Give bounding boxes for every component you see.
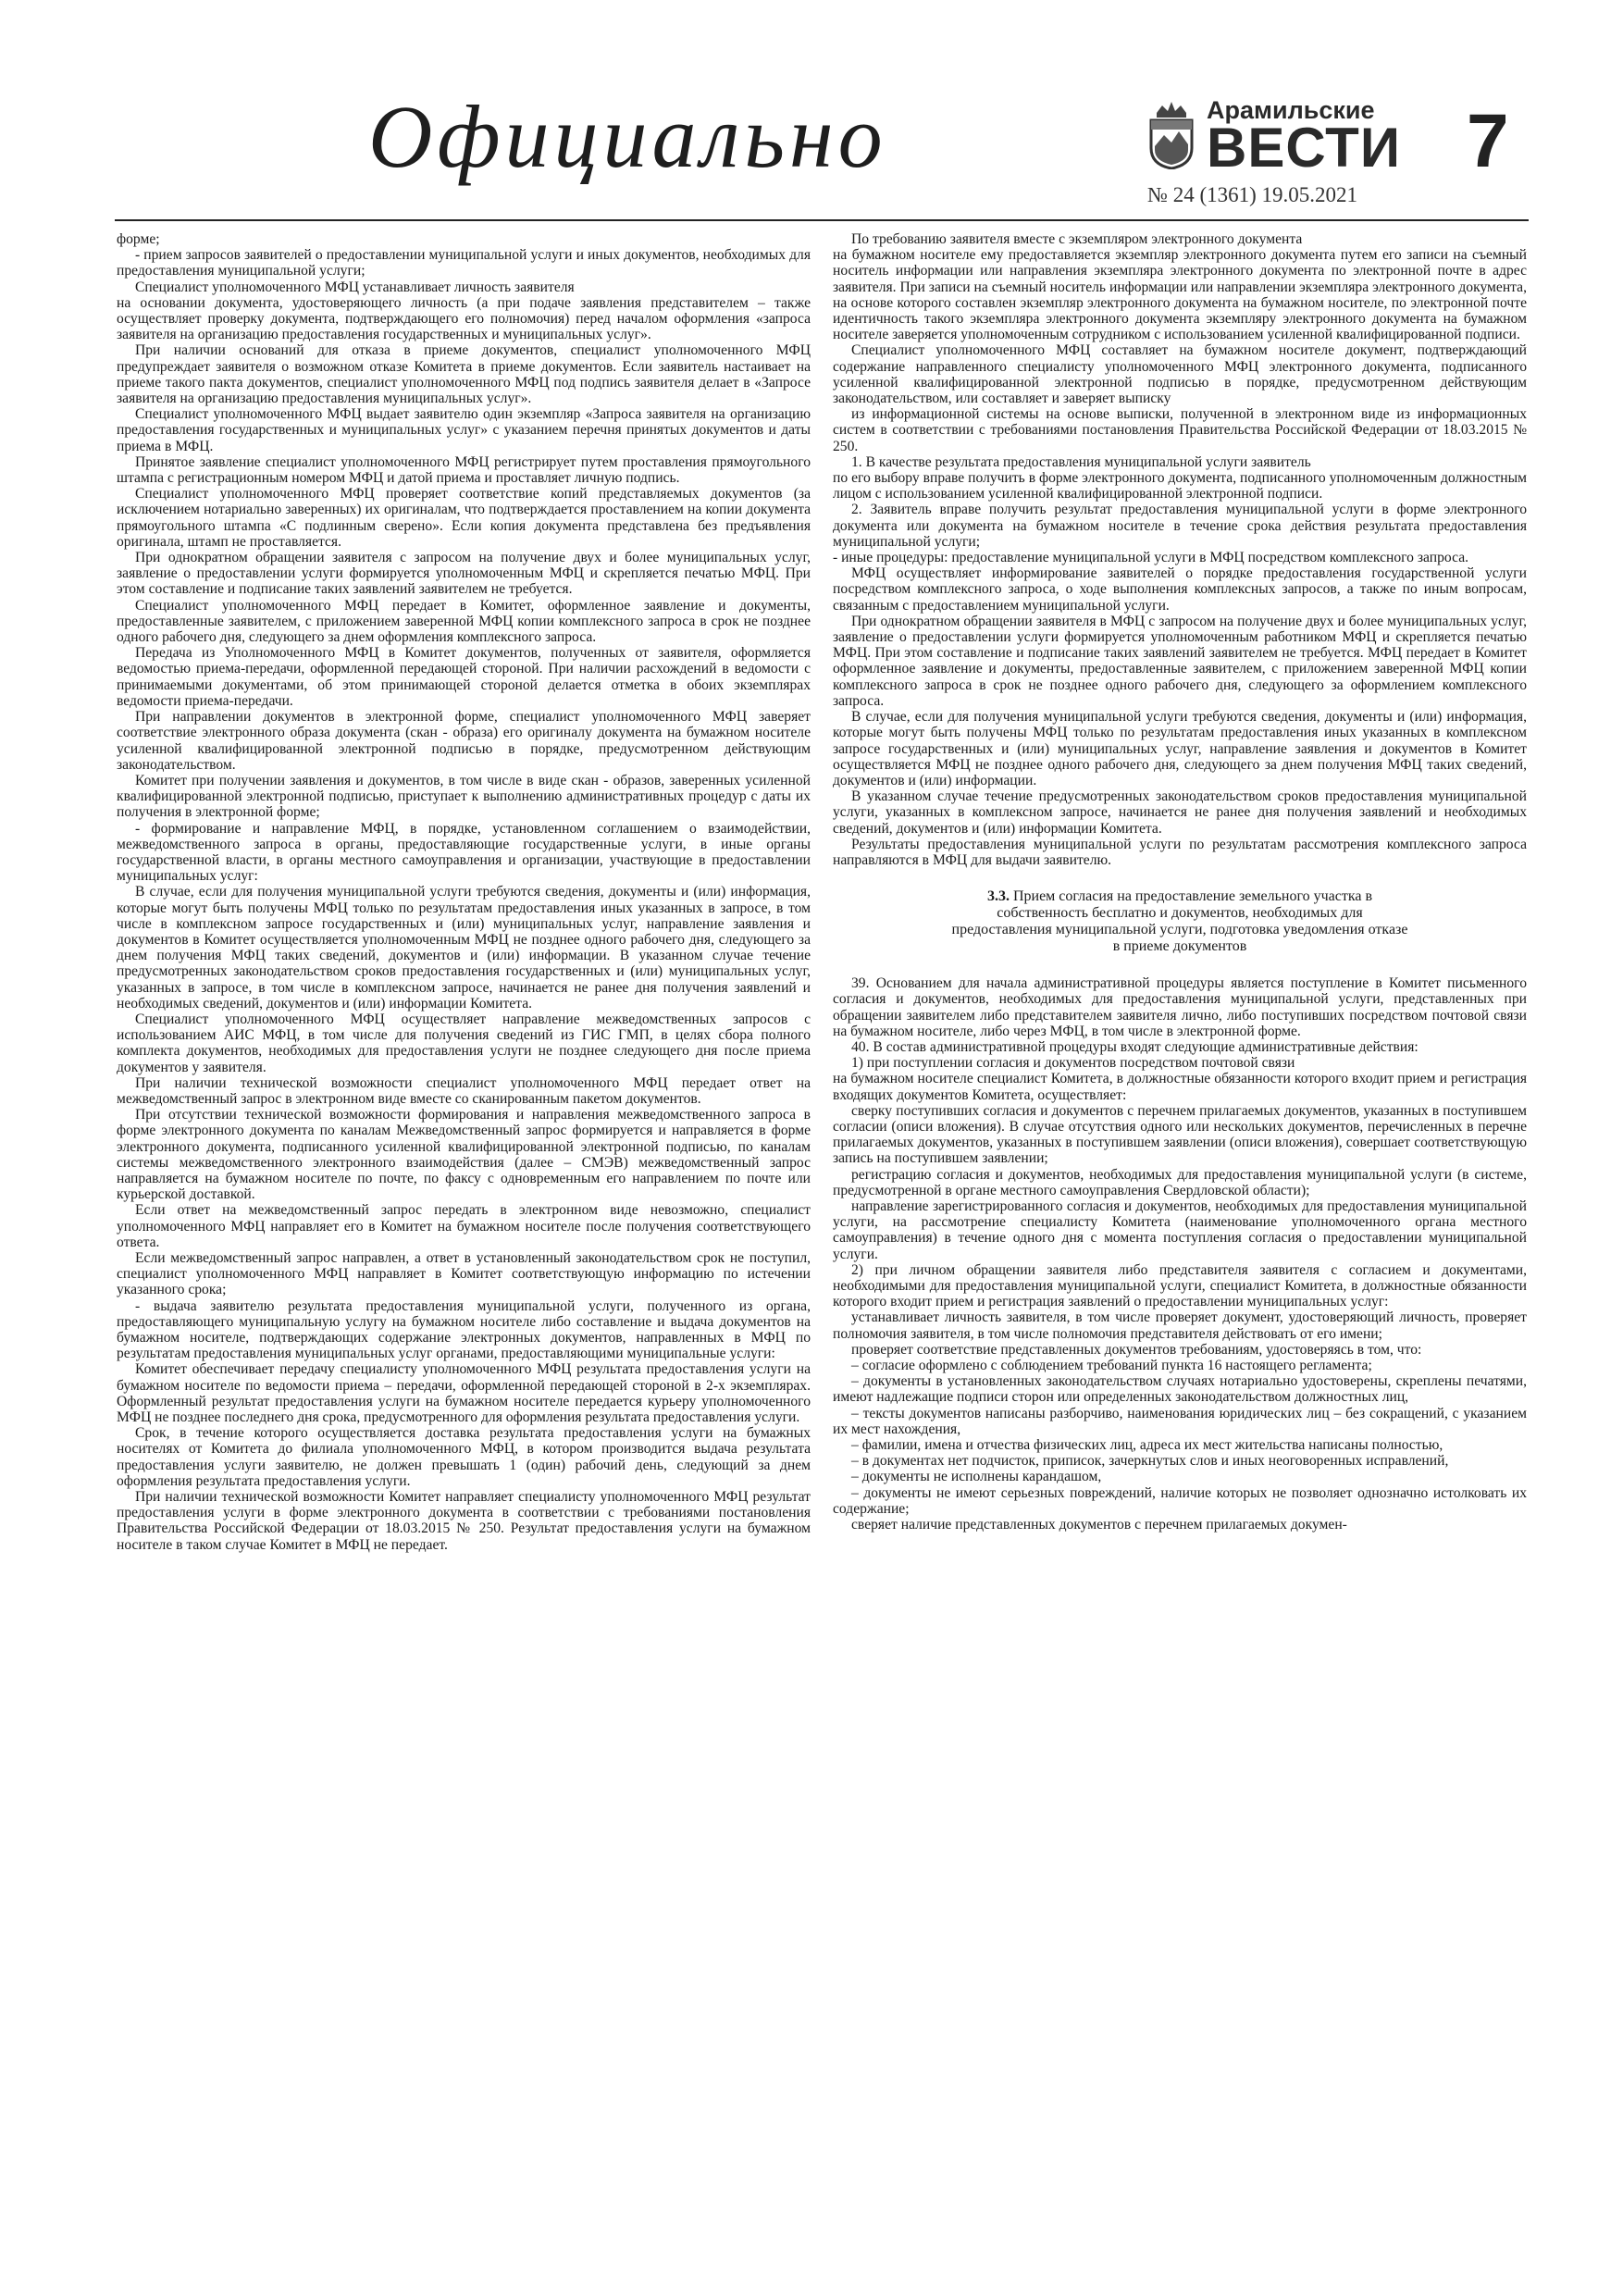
- paragraph: сверяет наличие представленных документов с перечнем прилагаемых докумен-: [851, 1517, 1347, 1533]
- paragraph: По требованию заявителя вместе с экземпляром электронного документа: [851, 231, 1303, 247]
- paragraph: проверяет соответствие представленных документов требованиям, удостоверяясь в том, что:: [851, 1341, 1422, 1358]
- page-number: 7: [1467, 99, 1509, 183]
- paragraph: Специалист уполномоченного МФЦ устанавливает личность заявителя: [135, 279, 575, 295]
- section-title: Официально: [368, 87, 887, 186]
- paragraph: – согласие оформлено с соблюдением требований пункта 16 настоящего регламента;: [851, 1358, 1372, 1373]
- paragraph: – в документах нет подчисток, приписок, зачеркнутых слов и иных неоговоренных исправлений,: [851, 1453, 1449, 1470]
- section-heading-line: в приеме документов: [1112, 938, 1247, 955]
- paragraph: Комитет при получении заявления и документов, в том числе в виде скан - образов, заверенных усиленной квалифицированной электронной подписью, приступает к выполнению административных процедур с даты их получения в электронной форме;: [117, 772, 811, 821]
- issue-number: № 24 (1361) 19.05.2021: [1147, 183, 1358, 206]
- paragraph: – документы не имеют серьезных повреждений, наличие которых не позволяет однозначно истолковать их содержание;: [833, 1484, 1527, 1517]
- paragraph: Специалист уполномоченного МФЦ проверяет соответствие копий представляемых документов (за исключением нотариально заверенных) их оригиналам, что подтверждается проставлением на копии документа прямоугольного штампа «С подлинным сверено». Если копия документа представлена без предъявления оригинала, штамп не проставляется.: [117, 486, 811, 550]
- section-heading-line: предоставления муниципальной услуги, подготовка уведомления отказе: [951, 922, 1408, 938]
- paragraph: Передача из Уполномоченного МФЦ в Комитет документов, полученных от заявителя, оформляется ведомостью приема-передачи, оформленной передающей стороной. При наличии расхождений в ведомости с принимаемыми документами, об этом принимающей стороной делается отметка в обоих экземплярах ведомости приема-передачи.: [117, 645, 811, 709]
- paragraph: 1) при поступлении согласия и документов посредством почтовой связи: [851, 1055, 1295, 1072]
- paragraph: – документы в установленных законодательством случаях нотариально удостоверены, скреплены печатями, имеют надлежащие подписи сторон или определенных законодательством должностных лиц,: [833, 1373, 1527, 1406]
- paragraph: Результаты предоставления муниципальной услуги по результатам рассмотрения комплексного запроса направляются в МФЦ для выдачи заявителю.: [833, 836, 1527, 868]
- section-number: 3.3.: [986, 888, 1010, 905]
- paragraph: 40. В состав административной процедуры входят следующие административные действия:: [851, 1038, 1419, 1055]
- paragraph: форме;: [117, 231, 160, 247]
- paragraph: – тексты документов написаны разборчиво, наименования юридических лиц – без сокращений, с указанием их мест нахождения,: [833, 1405, 1527, 1437]
- right-column: [833, 231, 1527, 1533]
- paragraph: из информационной системы на основе выписки, полученной в электронном виде из информационных систем в соответствии с требованиями постановления Правительства Российской Федерации от 18.03.2015 № 250.: [833, 406, 1527, 454]
- paragraph: на основании документа, удостоверяющего личность (а при подаче заявления представителем – также осуществляет проверку документа, подтверждающего его полномочия) перед началом оформления «запроса заявителя на организацию предоставления государственных и муниципальных услуг».: [117, 294, 811, 343]
- paragraph: - формирование и направление МФЦ, в порядке, установленном соглашением о взаимодействии, межведомственного запроса в органы, предоставляющие государственные услуги, в иные органы государственной власти, в органы местного самоуправления и организации, участвующие в предоставлении муниципальных услуг:: [117, 820, 811, 885]
- coat-of-arms-icon: [1147, 100, 1196, 169]
- paragraph: Специалист уполномоченного МФЦ передает в Комитет, оформленное заявление и документы, предоставленные заявителем, с приложением заверенной МФЦ копии комплексного запроса в срок не позднее одного рабочего дня, следующего за днем оформления комплексного запроса.: [117, 597, 811, 646]
- left-column: [117, 231, 811, 1553]
- newspaper-name-main: ВЕСТИ: [1207, 117, 1401, 179]
- paragraph: При наличии технической возможности Комитет направляет специалисту уполномоченного МФЦ результат предоставления услуги в форме электронного документа в соответствии с требованиями постановления Правительства Российской Федерации от 18.03.2015 № 250. Результат предоставления услуги на бумажном носителе в таком случае Комитет в МФЦ не передает.: [117, 1489, 811, 1553]
- section-heading-line: Прием согласия на предоставление земельного участка в: [1012, 888, 1373, 905]
- paragraph: – документы не исполнены карандашом,: [851, 1469, 1102, 1485]
- paragraph: регистрацию согласия и документов, необходимых для предоставления муниципальной услуги (в системе, предусмотренной в органе местного самоуправления Свердловской области);: [833, 1166, 1527, 1198]
- paragraph: Специалист уполномоченного МФЦ составляет на бумажном носителе документ, подтверждающий содержание направленного специалисту уполномоченного МФЦ электронного документа, подписанного усиленной квалифицированной электронной подписью в порядке, предусмотренном действующим законодательством, или составляет и заверяет выписку: [833, 342, 1527, 407]
- section-heading: [870, 888, 1490, 955]
- paragraph: В случае, если для получения муниципальной услуги требуются сведения, документы и (или) информация, которые могут быть получены МФЦ только по результатам предоставления иных указанных в комплексном запросе государственных и (или) муниципальных услуг, направление заявления и документов в Комитет осуществляется МФЦ не позднее одного рабочего дня, следующего за днем получения МФЦ таких сведений, документов и (или) информации.: [833, 709, 1527, 788]
- paragraph: При наличии оснований для отказа в приеме документов, специалист уполномоченного МФЦ предупреждает заявителя о возможном отказе Комитета в приеме документов. Если заявитель настаивает на приеме такого пакта документов, специалист уполномоченного МФЦ под подпись заявителя делает в «Запросе заявителя на организацию предоставления муниципальных услуг».: [117, 342, 811, 407]
- paragraph: При отсутствии технической возможности формирования и направления межведомственного запроса в форме электронного документа по каналам Межведомственный запрос формируется и направляется в форме электронного документа, подписанного усиленной квалифицированной электронной подписью, по каналам системы межведомственного электронного взаимодействия (далее – СМЭВ) межведомственный запрос направляется на бумажном носителе по почте, по факсу с одновременным его направлением по почте или курьерской доставкой.: [117, 1107, 811, 1203]
- paragraph: МФЦ осуществляет информирование заявителей о порядке предоставления государственной услуги посредством комплексного запроса, о ходе выполнения комплексных запросов, а также по иным вопросам, связанным с предоставлением муниципальной услуги.: [833, 565, 1527, 614]
- paragraph: - прием запросов заявителей о предоставлении муниципальной услуги и иных документов, необходимых для предоставления муниципальной услуги;: [117, 247, 811, 279]
- paragraph: на бумажном носителе ему предоставляется экземпляр электронного документа путем его записи на съемный носитель информации или направления экземпляра электронного документа по электронной почте в адрес заявителя. При записи на съемный носитель информации или направлении экземпляра электронного документа, на основе которого составлен экземпляр электронного документа на бумажном носителе, по электронной почте идентичность такого экземпляра электронного документа экземпляру электронного документа на бумажном носителе заверяется уполномоченным сотрудником с использованием усиленной квалифицированной подписи.: [833, 247, 1527, 343]
- paragraph: При направлении документов в электронной форме, специалист уполномоченного МФЦ заверяет соответствие электронного образа документа (скан - образа) его оригиналу документа на бумажном носителе усиленной квалифицированной электронной подписью в порядке, предусмотренном действующим законодательством.: [117, 709, 811, 773]
- paragraph: - иные процедуры: предоставление муниципальной услуги в МФЦ посредством комплексного запроса.: [833, 550, 1469, 566]
- paragraph: Срок, в течение которого осуществляется доставка результата предоставления услуги на бумажных носителях от Комитета до филиала уполномоченного МФЦ, в котором производится выдача результата предоставления услуги заявителю, не должен превышать 1 (один) рабочий день, следующий за днем оформления результата предоставления услуги.: [117, 1425, 811, 1489]
- paragraph: Принятое заявление специалист уполномоченного МФЦ регистрирует путем проставления прямоугольного штампа с регистрационным номером МФЦ и датой приема и проставляет личную подпись.: [117, 453, 811, 487]
- paragraph: 39. Основанием для начала административной процедуры является поступление в Комитет письменного согласия и документов, необходимых для предоставления муниципальной услуги, представленных при обращении заявителем либо представителем заявителя лично, либо поступивших посредством почтовой связи на бумажном носителе, либо через МФЦ, в том числе в электронной форме.: [833, 975, 1527, 1039]
- paragraph: на бумажном носителе специалист Комитета, в должностные обязанности которого входит прием и регистрация входящих документов Комитета, осуществляет:: [833, 1071, 1527, 1103]
- paragraph: В случае, если для получения муниципальной услуги требуются сведения, документы и (или) информация, которые могут быть получены МФЦ только по результатам предоставления иных указанных в запросе, в том числе в комплексном запросе государственных и (или) муниципальных услуг, направление заявления и документов в Комитет осуществляется уполномоченным МФЦ не позднее одного рабочего дня, следующего за днем получения МФЦ таких сведений, документов и (или) информации. В указанном случае течение предусмотренных законодательством сроков предоставления государственных и (или) муниципальных услуг, указанных в запросе, в том числе в комплексном запросе, начинается не ранее дня получения заявлений и необходимых сведений, документов и (или) информации Комитета.: [117, 884, 811, 1011]
- paragraph: 2) при личном обращении заявителя либо представителя заявителя с согласием и документами, необходимыми для предоставления муниципальной услуги, специалист Комитета, в должностные обязанности которого входит прием и регистрация заявлений о предоставлении муниципальных услуг:: [833, 1261, 1527, 1310]
- masthead: [0, 0, 1623, 236]
- paragraph: по его выбору вправе получить в форме электронного документа, подписанного уполномоченным должностным лицом с использованием усиленной квалифицированной электронной подписи.: [833, 470, 1527, 503]
- paragraph: При однократном обращении заявителя в МФЦ с запросом на получение двух и более муниципальных услуг, заявление о предоставлении услуги формируется уполномоченным работником МФЦ и скрепляется печатью МФЦ. При этом составление и подписание таких заявлений заявителем не требуется. МФЦ передает в Комитет оформленное заявление и документы, предоставленные заявителем, с приложением заверенной МФЦ копии комплексного запроса в срок не позднее одного рабочего дня, следующего за оформлением комплексного запроса.: [833, 613, 1527, 709]
- newspaper-name-top: Арамильские: [1207, 96, 1375, 124]
- paragraph: - выдача заявителю результата предоставления муниципальной услуги, полученного из органа, предоставляющего муниципальную услугу на бумажном носителе либо составление и выдача документов на бумажном носителе, подтверждающих содержание электронных документов, направленных в МФЦ по результатам предоставления муниципальных услуг органами, предоставляющими муниципальные услуги:: [117, 1297, 811, 1362]
- paragraph: Специалист уполномоченного МФЦ выдает заявителю один экземпляр «Запроса заявителя на организацию предоставления государственных и муниципальных услуг» с указанием перечня принятых документов и даты приема в МФЦ.: [117, 406, 811, 454]
- paragraph: 1. В качестве результата предоставления муниципальной услуги заявитель: [851, 453, 1311, 470]
- paragraph: Комитет обеспечивает передачу специалисту уполномоченного МФЦ результата предоставления услуги на бумажном носителе по ведомости приема – передачи, оформленной передающей стороной в 2-х экземплярах. Оформленный результат предоставления услуги на бумажном носителе передается курьеру уполномоченного МФЦ не позднее последнего дня срока, предусмотренного для оформления результата предоставления услуги.: [117, 1361, 811, 1426]
- paragraph: направление зарегистрированного согласия и документов, необходимых для предоставления муниципальной услуги, на рассмотрение специалисту Комитета (наименование уполномоченного органа местного самоуправления) в течение одного дня с момента поступления согласия о предоставлении муниципальной услуги.: [833, 1198, 1527, 1262]
- paragraph: 2. Заявитель вправе получить результат предоставления муниципальной услуги в форме электронного документа или документа на бумажном носителе в течение срока действия результата предоставления муниципальной услуги;: [833, 502, 1527, 550]
- paragraph: При наличии технической возможности специалист уполномоченного МФЦ передает ответ на межведомственный запрос в электронном виде вместе со сканированным пакетом документов.: [117, 1074, 811, 1107]
- paragraph: устанавливает личность заявителя, в том числе проверяет документ, удостоверяющий личность, проверяет полномочия заявителя, в том числе полномочия представителя действовать от его имени;: [833, 1309, 1527, 1342]
- paragraph: – фамилии, имена и отчества физических лиц, адреса их мест жительства написаны полностью,: [851, 1437, 1443, 1454]
- paragraph: сверку поступивших согласия и документов с перечнем прилагаемых документов, указанных в поступившем согласии (описи вложения). В случае отсутствия одного или нескольких документов, перечисленных в перечне прилагаемых документов, указанных в поступившем заявлении (описи вложения), совершает соответствующую запись на поступившем заявлении;: [833, 1102, 1527, 1167]
- section-heading-line: собственность бесплатно и документов, необходимых для: [997, 905, 1363, 922]
- paragraph: Если ответ на межведомственный запрос передать в электронном виде невозможно, специалист уполномоченного МФЦ направляет его в Комитет на бумажном носителе после получения соответствующего ответа.: [117, 1202, 811, 1250]
- newspaper-logo: [1147, 83, 1401, 190]
- header-rule: [115, 219, 1529, 221]
- paragraph: Если межведомственный запрос направлен, а ответ в установленный законодательством срок не поступил, специалист уполномоченного МФЦ направляет в Комитет соответствующую информацию по истечении указанного срока;: [117, 1250, 811, 1298]
- paragraph: При однократном обращении заявителя с запросом на получение двух и более муниципальных услуг, заявление о предоставлении услуги формируется уполномоченным МФЦ и скрепляется печатью МФЦ. При этом составление и подписание таких заявлений заявителем не требуется.: [117, 550, 811, 598]
- paragraph: В указанном случае течение предусмотренных законодательством сроков предоставления муниципальной услуги, указанных в комплексном запросе, начинается не ранее дня получения заявлений и необходимых сведений, документов и (или) информации Комитета.: [833, 788, 1527, 837]
- paragraph: Специалист уполномоченного МФЦ осуществляет направление межведомственных запросов с использованием АИС МФЦ, в том числе для получения сведений из ГИС ГМП, в целях сбора полного комплекта документов, необходимых для предоставления услуги не позднее следующего дня после приема документов у заявителя.: [117, 1011, 811, 1075]
